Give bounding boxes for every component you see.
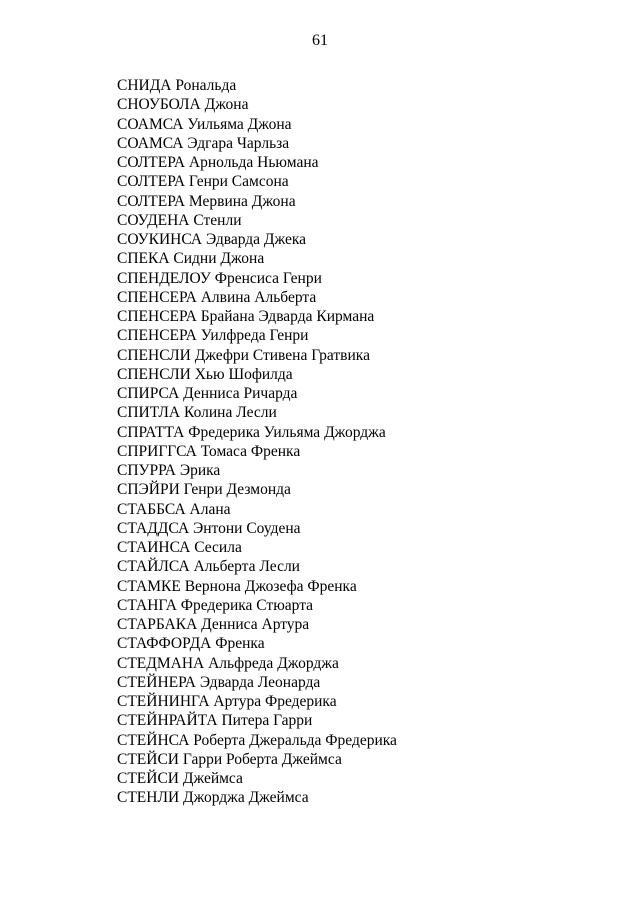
list-item: СТАЙЛСА Альберта Лесли xyxy=(117,558,300,576)
list-item: СПЕНСЕРА Алвина Альберта xyxy=(117,288,317,306)
list-item: СПЕНДЕЛОУ Френсиса Генри xyxy=(117,269,322,287)
list-item: СТАНГА Фредерика Стюарта xyxy=(117,596,314,614)
list-item: СТЕЙСИ Гарри Роберта Джеймса xyxy=(117,750,342,768)
list-item: СОАМСА Уильяма Джона xyxy=(117,115,292,133)
list-item: СПЕНСЕРА Уилфреда Генри xyxy=(117,327,309,345)
list-item: СТАРБАКА Денниса Артура xyxy=(117,616,310,633)
list-item: СПЕНСЛИ Джефри Стивена Гратвика xyxy=(117,346,370,364)
list-item: СНИДА Рональда xyxy=(117,77,237,94)
list-item: СПЕКА Сидни Джона xyxy=(117,250,265,268)
list-item: СОЛТЕРА Генри Самсона xyxy=(117,173,289,191)
list-item: СТЕЙНЕРА Эдварда Леонарда xyxy=(117,673,321,691)
list-item: СТЕДМАНА Альфреда Джорджа xyxy=(117,654,339,672)
list-item: СТЕЙНИНГА Артура Фредерика xyxy=(117,693,337,710)
list-item: СПРИГГСА Томаса Френка xyxy=(117,442,301,460)
list-item: СТАДДСА Энтони Соудена xyxy=(117,519,301,537)
list-item: СПЕНСЛИ Хью Шофилда xyxy=(117,365,293,383)
list-item: СНОУБОЛА Джона xyxy=(117,96,249,114)
list-item: СПЕНСЕРА Брайана Эдварда Кирмана xyxy=(117,308,375,325)
list-item: СТАМКЕ Вернона Джозефа Френка xyxy=(117,577,357,595)
list-item: СПИТЛА Колина Лесли xyxy=(117,404,277,422)
list-item: СОУДЕНА Стенли xyxy=(117,211,242,229)
list-item: СПЭЙРИ Генри Дезмонда xyxy=(117,481,291,499)
list-item: СОУКИНСА Эдварда Джека xyxy=(117,231,307,248)
page-number: 61 xyxy=(312,32,328,49)
list-item: СОАМСА Эдгара Чарльза xyxy=(117,134,290,152)
list-item: СТЕЙНРАЙТА Питера Гарри xyxy=(117,712,313,730)
list-item: СТЕНЛИ Джорджа Джеймса xyxy=(117,789,309,807)
list-item: СПРАТТА Фредерика Уильяма Джорджа xyxy=(117,423,386,441)
list-item: СОЛТЕРА Мервина Джона xyxy=(117,192,296,210)
list-item: СТАФФОРДА Френка xyxy=(117,635,265,653)
list-item: СПИРСА Денниса Ричарда xyxy=(117,385,298,402)
name-list xyxy=(117,76,397,808)
list-item: СТЕЙСИ Джеймса xyxy=(117,770,243,787)
list-item: СТАББСА Алана xyxy=(117,500,231,518)
list-item: СПУРРА Эрика xyxy=(117,462,221,479)
list-item: СОЛТЕРА Арнольда Ньюмана xyxy=(117,154,319,171)
list-item: СТЕЙНСА Роберта Джеральда Фредерика xyxy=(117,731,397,749)
list-item: СТАИНСА Сесила xyxy=(117,539,242,556)
